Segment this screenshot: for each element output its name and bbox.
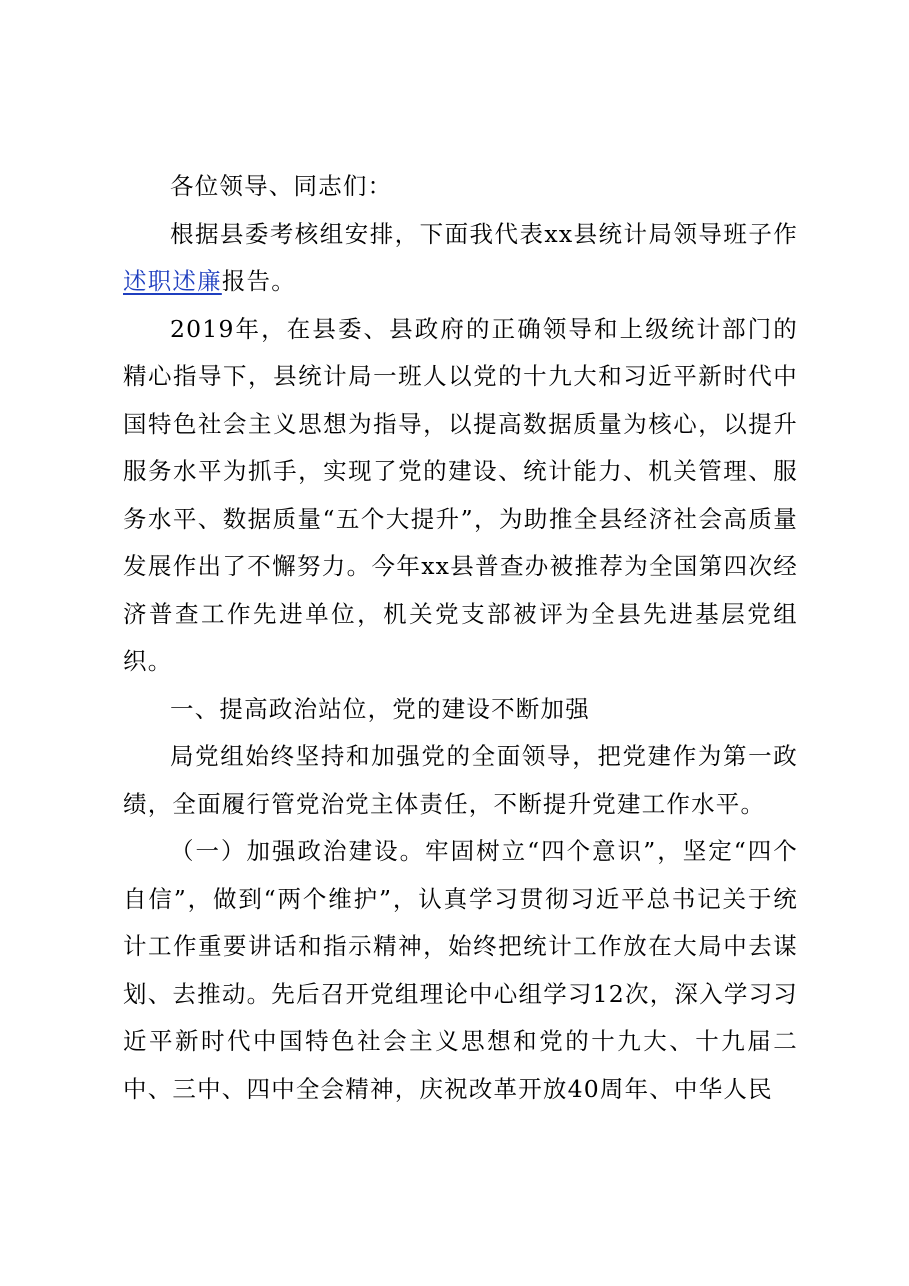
section-heading: 一、提高政治站位，党的建设不断加强 bbox=[170, 694, 590, 723]
report-link[interactable]: 述职述廉 bbox=[123, 267, 222, 295]
document-body bbox=[123, 163, 798, 1113]
summary-paragraph: 2019年，在县委、县政府的正确领导和上级统计部门的精心指导下，县统计局一班人以党的十九大和习近平新时代中国特色社会主义思想为指导，以提高数据质量为核心，以提升服务水平为抓手，实现了党的建设、统计能力、机关管理、服务水平、数据质量“五个大提升”，为助推全县经济社会高质量发展作出了不懈努力。今年xx县普查办被推荐为全国第四次经济普查工作先进单位，机关党支部被评为全县先进基层党组织。 bbox=[123, 314, 798, 675]
intro-text-end: 报告。 bbox=[221, 267, 296, 295]
section-intro-paragraph: 局党组始终坚持和加强党的全面领导，把党建作为第一政绩，全面履行管党治党主体责任，不断提升党建工作水平。 bbox=[123, 742, 798, 818]
political-building-paragraph: （一）加强政治建设。牢固树立“四个意识”，坚定“四个自信”，做到“两个维护”，认真学习贯彻习近平总书记关于统计工作重要讲话和指示精神，始终把统计工作放在大局中去谋划、去推动。先后召开党组理论中心组学习12次，深入学习习近平新时代中国特色社会主义思想和党的十九大、十九届二中、三中、四中全会精神，庆祝改革开放40周年、中华人民 bbox=[123, 837, 798, 1103]
intro-text: 根据县委考核组安排，下面我代表xx县统计局领导班子作 bbox=[170, 219, 798, 248]
intro-paragraph bbox=[123, 211, 798, 306]
salutation: 各位领导、同志们： bbox=[170, 172, 393, 200]
